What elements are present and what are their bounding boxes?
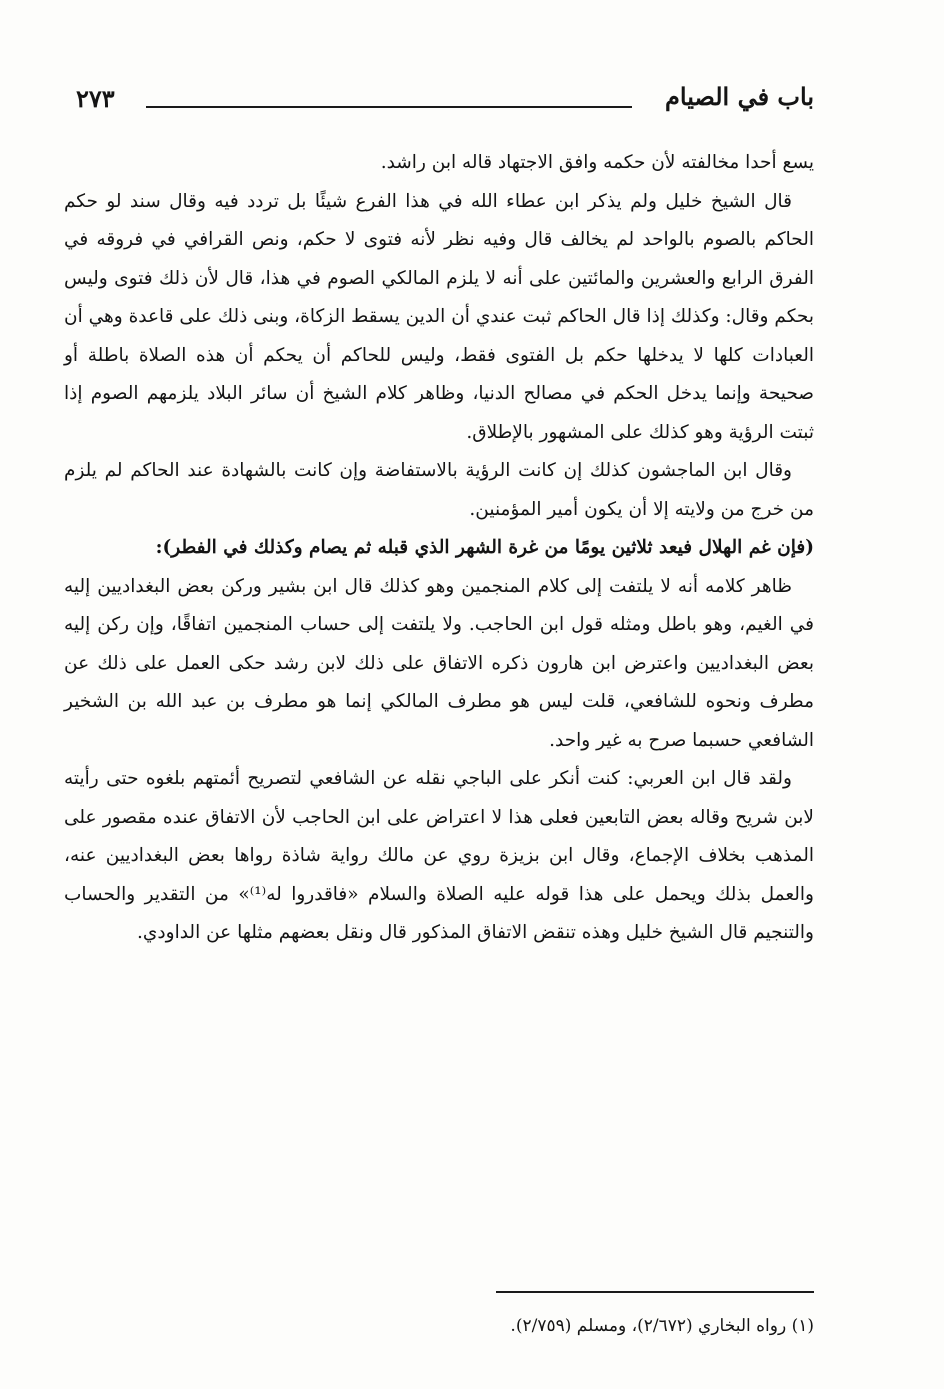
chapter-title: باب في الصيام — [665, 82, 814, 111]
footnote: (١) رواه البخاري (٢/٦٧٢)، ومسلم (٢/٧٥٩). — [510, 1316, 814, 1336]
page-number: ٢٧٣ — [76, 84, 115, 113]
paragraph-1: يسع أحدا مخالفته لأن حكمه وافق الاجتهاد قاله ابن راشد. — [380, 152, 814, 173]
paragraph-4: ظاهر كلامه أنه لا يلتفت إلى كلام المنجمين وهو كذلك قال ابن بشير وركن بعض البغداديين إليه في الغيم، وهو باطل ومثله قول ابن الحاجب. ولا يلتفت إلى حساب المنجمين اتفاقًا، وإن ركن إليه بعض البغداديين واعترض ابن هارون ذكره الاتفاق على ذلك لابن رشد حكى العمل على ذلك عن مطرف ونحوه للشافعي، قلت ليس هو مطرف المالكي إنما هو مطرف بن عبد الله بن الشخير الشافعي حسبما صرح به غير واحد. — [64, 575, 814, 751]
header-rule — [146, 106, 632, 108]
paragraph-3: وقال ابن الماجشون كذلك إن كانت الرؤية بالاستفاضة وإن كانت بالشهادة عند الحاكم لم يلزم من خرج من ولايته إلا أن يكون أمير المؤمنين. — [64, 460, 814, 520]
running-header — [64, 82, 814, 122]
book-page — [64, 70, 814, 1389]
matn-heading: (فإن غم الهلال فيعد ثلاثين يومًا من غرة الشهر الذي قبله ثم يصام وكذلك في الفطر): — [155, 537, 814, 558]
footnote-rule — [496, 1291, 814, 1293]
paragraph-2: قال الشيخ خليل ولم يذكر ابن عطاء الله في هذا الفرع شيئًا بل تردد فيه وقال سند لو حكم الحاكم بالصوم بالواحد لم يخالف قال وفيه نظر لأنه فتوى لا حكم، ونص القرافي في فروقه في الفرق الرابع والعشرين والمائتين على أنه لا يلزم المالكي الصوم في هذا، قال لأن ذلك فتوى وليس بحكم وقال: وكذلك إذا قال الحاكم ثبت عندي أن الدين يسقط الزكاة، وبنى ذلك على قاعدة وهي أن العبادات كلها لا يدخلها حكم بل الفتوى فقط، وليس للحاكم أن يحكم أن هذه الصلاة باطلة أو صحيحة وإنما يدخل الحكم في مصالح الدنيا، وظاهر كلام الشيخ أن سائر البلاد يلزمهم الصوم إذا ثبتت الرؤية وهو كذلك على المشهور بالإطلاق. — [64, 190, 814, 443]
paragraph-5: ولقد قال ابن العربي: كنت أنكر على الباجي نقله عن الشافعي لتصريح أئمتهم بلغوه حتى رأيته لابن شريح وقاله بعض التابعين فعلى هذا لا اعتراض على ابن الحاجب لأن الاتفاق عنده مقصور على المذهب بخلاف الإجماع، وقال ابن بزيزة روي عن مالك رواية شاذة رواها بعض البغداديين عنه، والعمل بذلك ويحمل على هذا قوله عليه الصلاة والسلام «فاقدروا له⁽¹⁾» من التقدير والحساب والتنجيم قال الشيخ خليل وهذه تنقض الاتفاق المذكور قال ونقل بعضهم مثلها عن الداودي. — [64, 768, 814, 943]
main-text — [64, 144, 814, 953]
